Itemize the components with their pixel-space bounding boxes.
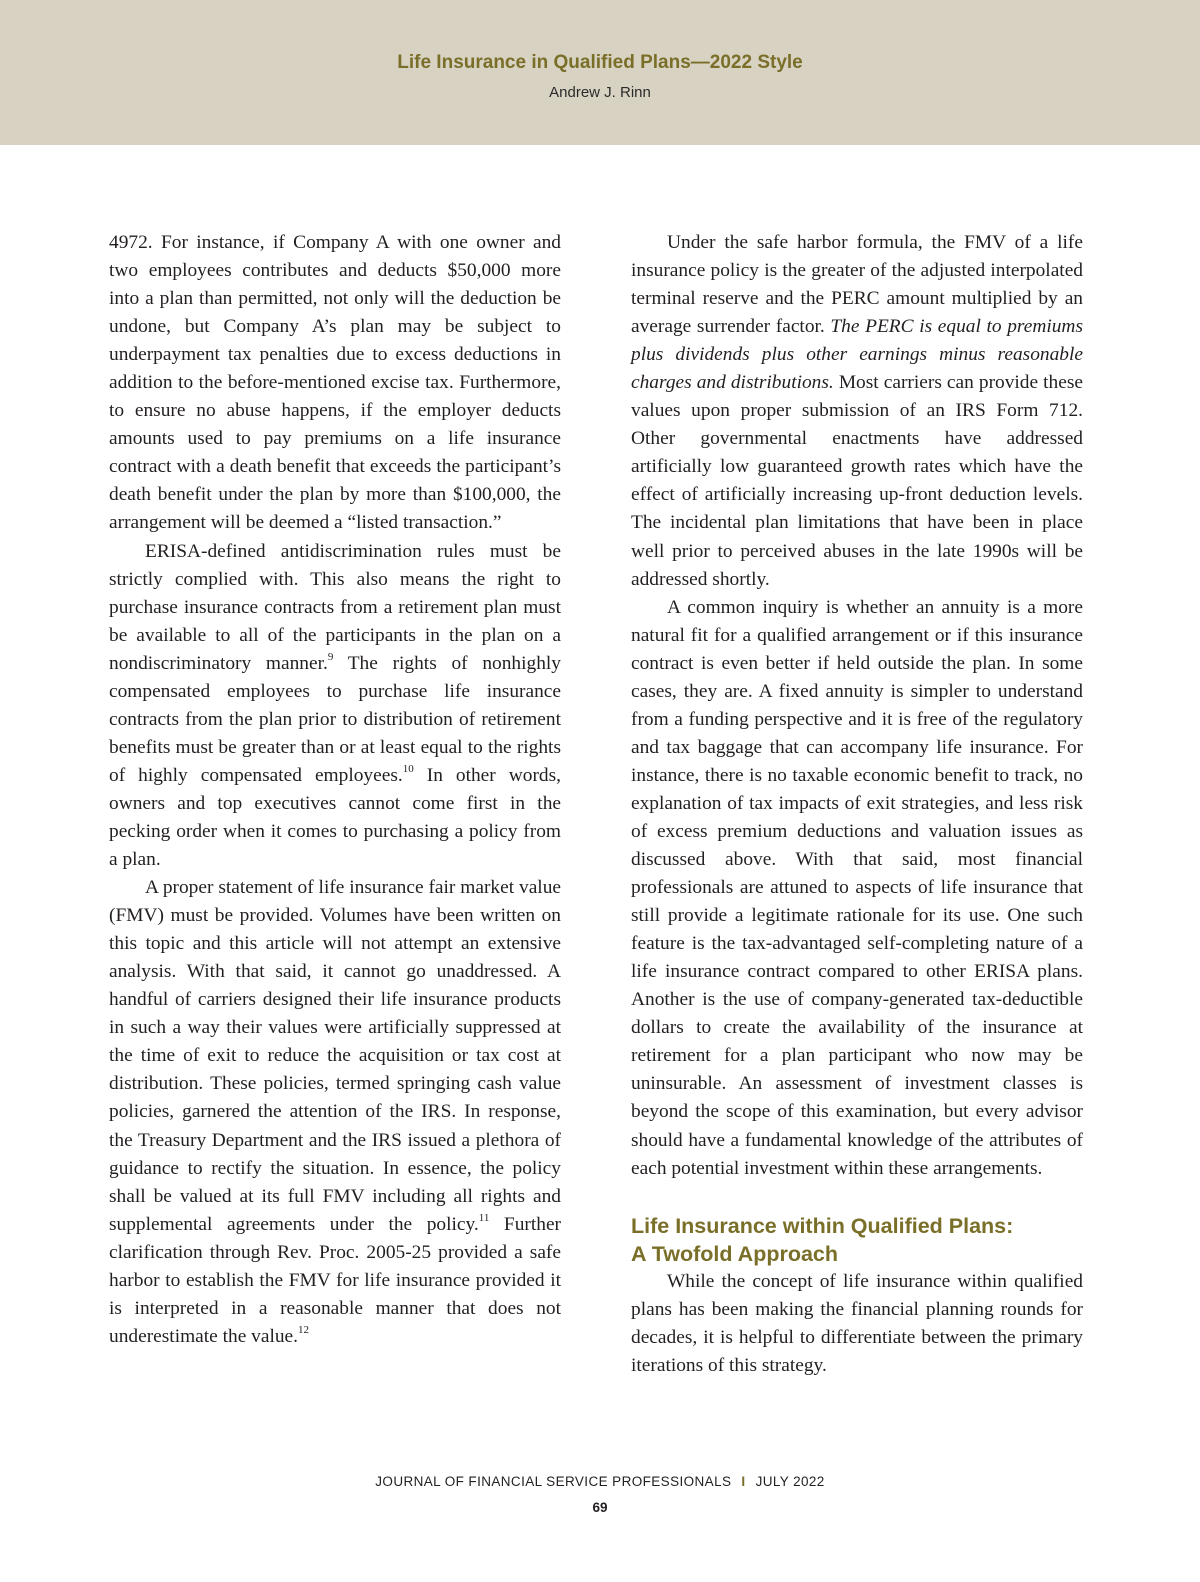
section-heading-line: Life Insurance within Qualified Plans: (631, 1213, 1014, 1238)
footer-journal (0, 1474, 1200, 1489)
paragraph-text: Most carriers can provide these values upon proper submission of an IRS Form 712. Other governmental enactments have addressed artificially low guaranteed growth rates which have the effect of artificially increasing up-front deduction levels. The incidental plan limitations that have been in place well prior to perceived abuses in the late 1990s will be addressed shortly. (631, 372, 1083, 590)
header-band (0, 0, 1200, 145)
paragraph-text: 4972. For instance, if Company A with one owner and two employees contributes and deducts $50,000 more into a plan than permitted, not only will the deduction be undone, but Company A’s plan may be subject to underpayment tax penalties due to excess deductions in addition to the before-mentioned excise tax. Furthermore, to ensure no abuse happens, if the employer deducts amounts used to pay premiums on a life insurance contract with a death benefit that exceeds the participant’s death benefit under the plan by more than $100,000, the arrangement will be deemed a “listed transaction.” (109, 232, 561, 534)
footer-separator: I (741, 1474, 746, 1489)
paragraph-text: In other words, owners and top executives cannot come first in the pecking order when it comes to purchasing a policy from a plan. (109, 764, 561, 871)
paragraph-text: ERISA-defined antidiscrimination rules must be strictly complied with. This also means the right to purchase insurance contracts from a retirement plan must be available to all of the participants in the plan on a nondiscriminatory manner. (109, 540, 561, 674)
running-title: Life Insurance in Qualified Plans—2022 Style (397, 52, 803, 73)
footnote-ref-10: 10 (402, 763, 414, 776)
paragraph (631, 594, 1083, 1183)
paragraph-text: Further clarification through Rev. Proc. 2005-25 provided a safe harbor to establish the FMV for life insurance provided it is interpreted in a reasonable manner that does not underestimate the value. (109, 1213, 562, 1347)
paragraph (631, 229, 1083, 594)
paragraph (109, 229, 561, 538)
footnote-ref-12: 12 (297, 1324, 309, 1337)
paragraph (109, 874, 561, 1351)
paragraph (109, 538, 561, 875)
paragraph-text: A common inquiry is whether an annuity is a more natural fit for a qualified arrangement or if this insurance contract is even better if held outside the plan. In some cases, they are. A fixed annuity is simpler to understand from a funding perspective and it is free of the regulatory and tax baggage that can accompany life insurance. For instance, there is no taxable economic benefit to track, no explanation of tax impacts of exit strategies, and less risk of excess premium deductions and valuation issues as discussed above. With that said, most financial professionals are attuned to aspects of life insurance that still provide a legitimate rationale for its use. One such feature is the tax-advantaged self-completing nature of a life insurance contract compared to other ERISA plans. Another is the use of company-generated tax-deductible dollars to create the availability of the insurance at retirement for a plan participant who now may be uninsurable. An assessment of investment classes is beyond the scope of this examination, but every advisor should have a fundamental knowledge of the attributes of each potential investment within these arrangements. (631, 596, 1083, 1179)
section-heading-line: A Twofold Approach (631, 1241, 839, 1266)
left-column (109, 229, 561, 1351)
footnote-ref-11: 11 (478, 1212, 490, 1225)
section-heading (631, 1212, 1083, 1268)
paragraph-text: Under the safe harbor formula, the FMV of a life insurance policy is the greater of the adjusted interpolated terminal reserve and the PERC amount multiplied by an average surrender factor. (631, 232, 1083, 338)
paragraph-text: A proper statement of life insurance fair market value (FMV) must be provided. Volumes have been written on this topic and this article will not attempt an extensive analysis. With that said, it cannot go unaddressed. A handful of carriers designed their life insurance products in such a way their values were artificially suppressed at the time of exit to reduce the acquisition or tax cost at distribution. These policies, termed springing cash value policies, garnered the attention of the IRS. In response, the Treasury Department and the IRS issued a plethora of guidance to rectify the situation. In essence, the policy shall be valued at its full FMV including all rights and supplemental agreements under the policy. (109, 877, 561, 1235)
author-name: Andrew J. Rinn (549, 84, 651, 101)
italic-definition: The PERC is equal to premiums plus dividends plus other earnings minus reasonable charges and distributions. (631, 316, 1083, 394)
paragraph-text: The rights of nonhighly compensated employees to purchase life insurance contracts from the plan prior to distribution of retirement benefits must be greater than or at least equal to the rights of highly compensated employees. (109, 652, 561, 786)
page-number: 69 (592, 1500, 608, 1515)
issue-date: JULY 2022 (755, 1474, 825, 1489)
right-column (631, 229, 1083, 1380)
journal-name: JOURNAL OF FINANCIAL SERVICE PROFESSIONALS (375, 1474, 732, 1489)
footnote-ref-9: 9 (327, 651, 334, 664)
paragraph (631, 1268, 1083, 1380)
paragraph-text: While the concept of life insurance within qualified plans has been making the financial planning rounds for decades, it is helpful to differentiate between the primary iterations of this strategy. (631, 1270, 1083, 1376)
